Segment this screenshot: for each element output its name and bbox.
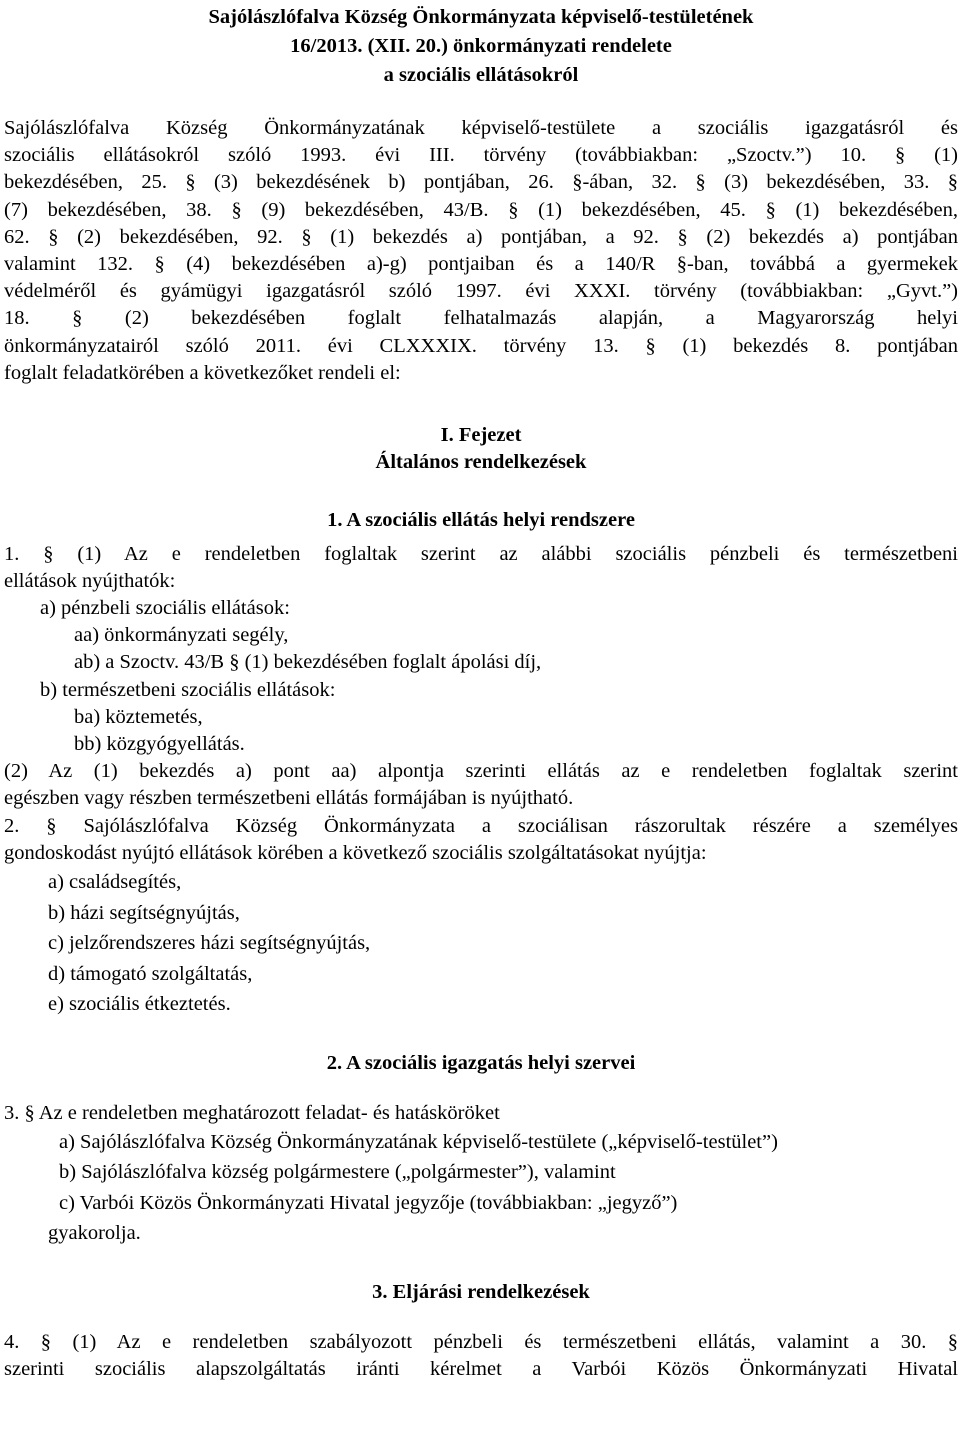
preamble-line: Sajólászlófalva Község Önkormányzatának képviselő-testülete a szociális igazgatásról és — [4, 117, 958, 139]
section-heading: 3. Eljárási rendelkezések — [372, 1280, 590, 1303]
preamble-line: 18. § (2) bekezdésében foglalt felhatalmazás alapján, a Magyarország helyi — [4, 307, 958, 330]
paragraph-line: gyakorolja. — [48, 1222, 141, 1245]
list-item: ba) köztemetés, — [74, 705, 203, 728]
title-line-1: Sajólászlófalva Község Önkormányzata képviselő-testületének — [208, 6, 754, 28]
list-item: bb) közgyógyellátás. — [74, 733, 245, 756]
section-heading: 2. A szociális igazgatás helyi szervei — [326, 1051, 636, 1074]
chapter-heading — [4, 422, 958, 476]
document-page — [4, 0, 958, 1384]
section-3-body — [4, 1329, 958, 1383]
preamble-line: foglalt feladatkörében a következőket rendeli el: — [4, 361, 401, 384]
paragraph-line: gondoskodást nyújtó ellátások körében a következő szociális szolgáltatásokat nyújtja: — [4, 841, 707, 864]
paragraph-line: 4. § (1) Az e rendeletben szabályozott pénzbeli és természetbeni ellátás, valamint a 30. § — [4, 1331, 958, 1354]
list-item: c) jelzőrendszeres házi segítségnyújtás, — [48, 932, 371, 955]
list-item: ab) a Szoctv. 43/B § (1) bekezdésében foglalt ápolási díj, — [74, 651, 542, 674]
paragraph-line: 3. § Az e rendeletben meghatározott feladat- és hatásköröket — [4, 1101, 500, 1124]
chapter-title: Általános rendelkezések — [375, 451, 587, 474]
title-line-2: 16/2013. (XII. 20.) önkormányzati rendelete — [290, 35, 672, 57]
paragraph-line: szerinti szociális alapszolgáltatás iránti kérelmet a Varbói Közös Önkormányzati Hivatal — [4, 1358, 958, 1381]
preamble — [4, 115, 958, 387]
list-item: a) Sajólászlófalva Község Önkormányzatának képviselő-testülete („képviselő-testület”) — [59, 1130, 778, 1153]
list-item: d) támogató szolgáltatás, — [48, 962, 253, 985]
section-1-body — [4, 541, 958, 1020]
paragraph-line: egészben vagy részben természetbeni ellátás formájában is nyújtható. — [4, 787, 574, 810]
list-item: b) természetbeni szociális ellátások: — [40, 678, 336, 701]
preamble-line: önkormányzatairól szóló 2011. évi CLXXXIX. törvény 13. § (1) bekezdés 8. pontjában — [4, 334, 958, 357]
section-2-body — [4, 1100, 958, 1249]
paragraph-line: ellátások nyújthatók: — [4, 569, 176, 592]
document-title — [4, 3, 958, 90]
paragraph-line: 2. § Sajólászlófalva Község Önkormányzata a szociálisan rászorultak részére a személyes — [4, 814, 958, 837]
preamble-line: szociális ellátásokról szóló 1993. évi III. törvény (továbbiakban: „Szoctv.”) 10. § (1) — [4, 144, 958, 167]
list-item: a) pénzbeli szociális ellátások: — [40, 597, 290, 620]
list-item: a) családsegítés, — [48, 871, 182, 894]
paragraph-line: (2) Az (1) bekezdés a) pont aa) alpontja szerinti ellátás az e rendeletben foglaltak szerint — [4, 760, 958, 783]
preamble-line: valamint 132. § (4) bekezdésében a)-g) pontjaiban és a 140/R §-ban, továbbá a gyermekek — [4, 253, 958, 276]
preamble-line: 62. § (2) bekezdésében, 92. § (1) bekezdés a) pontjában, a 92. § (2) bekezdés a) pontjában — [4, 225, 958, 248]
title-line-3: a szociális ellátásokról — [383, 64, 579, 86]
list-item: c) Varbói Közös Önkormányzati Hivatal jegyzője (továbbiakban: „jegyző”) — [59, 1191, 678, 1214]
list-item: b) Sajólászlófalva község polgármestere („polgármester”), valamint — [59, 1161, 616, 1184]
section-heading: 1. A szociális ellátás helyi rendszere — [327, 509, 635, 532]
preamble-line: védelméről és gyámügyi igazgatásról szóló 1997. évi XXXI. törvény (továbbiakban: „Gyvt.”) — [4, 280, 958, 303]
list-item: e) szociális étkeztetés. — [48, 993, 231, 1016]
list-item: aa) önkormányzati segély, — [74, 624, 289, 647]
preamble-line: bekezdésében, 25. § (3) bekezdésének b) pontjában, 26. §-ában, 32. § (3) bekezdésében, 33. § — [4, 171, 958, 194]
chapter-number: I. Fejezet — [440, 424, 522, 447]
list-item: b) házi segítségnyújtás, — [48, 901, 240, 924]
preamble-line: (7) bekezdésében, 38. § (9) bekezdésében, 43/B. § (1) bekezdésében, 45. § (1) bekezdésében, — [4, 198, 958, 221]
paragraph-line: 1. § (1) Az e rendeletben foglaltak szerint az alábbi szociális pénzbeli és természetbeni — [4, 542, 958, 565]
